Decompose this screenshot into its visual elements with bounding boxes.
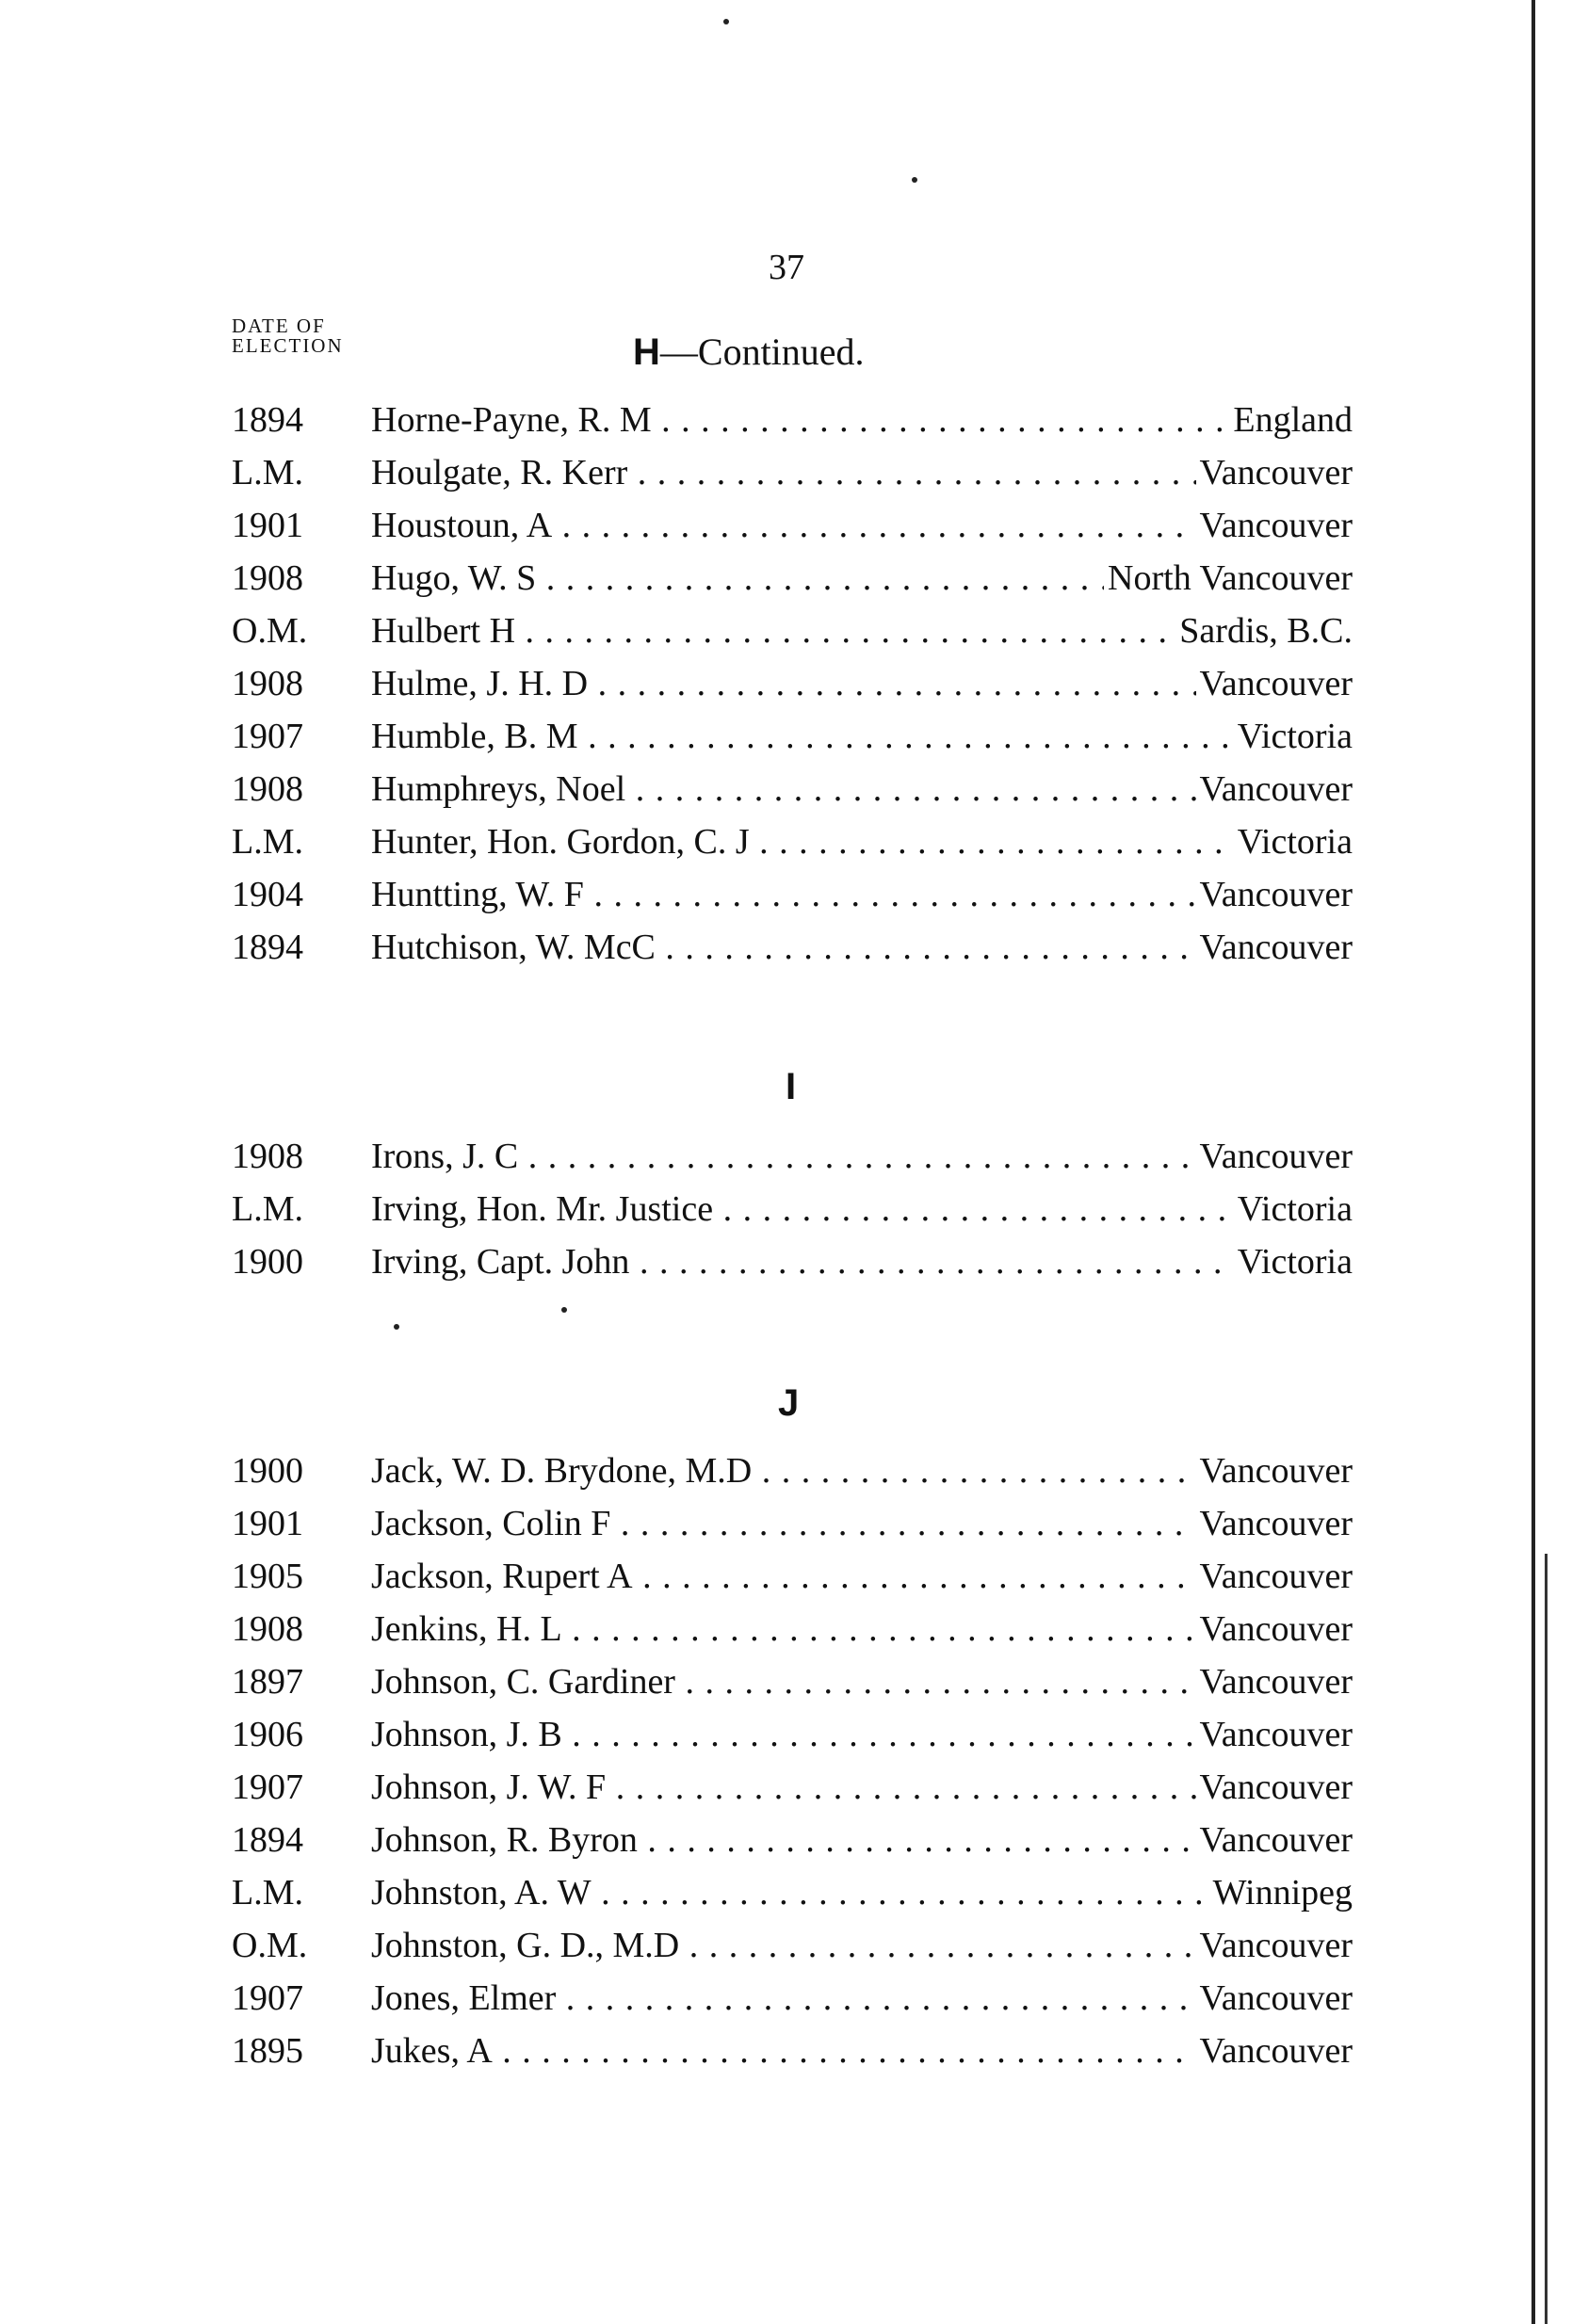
- member-location: Vancouver: [1199, 1609, 1353, 1649]
- member-name: Jackson, Colin F . . .: [371, 1499, 1196, 1548]
- list-item: [232, 1921, 1353, 1970]
- member-location: Vancouver: [1199, 1137, 1353, 1176]
- election-date: 1908: [232, 664, 303, 703]
- member-name: Irving, Capt. John . . .: [371, 1237, 1234, 1286]
- list-item: [232, 712, 1353, 761]
- scan-speck: [394, 1324, 399, 1330]
- list-item: [232, 1499, 1353, 1548]
- member-name: Jenkins, H. L . . .: [371, 1605, 1196, 1654]
- election-date: 1908: [232, 769, 303, 809]
- member-location: Vancouver: [1199, 506, 1353, 545]
- member-location: Vancouver: [1199, 1451, 1353, 1491]
- list-item: [232, 1763, 1353, 1812]
- member-name: Houstoun, A . . .: [371, 501, 1196, 550]
- member-name: Irons, J. C . . .: [371, 1132, 1196, 1181]
- column-header-date-of-election: [232, 316, 344, 356]
- election-date: 1906: [232, 1715, 303, 1754]
- member-name: Humphreys, Noel . . .: [371, 765, 1196, 814]
- member-location: Vancouver: [1199, 2031, 1353, 2071]
- column-header-line2: ELECTION: [232, 334, 344, 357]
- scan-speck: [912, 177, 917, 183]
- member-location: Vancouver: [1199, 1820, 1353, 1860]
- member-location: Vancouver: [1199, 453, 1353, 492]
- member-name: Hunter, Hon. Gordon, C. J . . .: [371, 817, 1234, 866]
- election-date: 1905: [232, 1557, 303, 1596]
- member-name: Johnson, R. Byron . . .: [371, 1816, 1196, 1864]
- list-item: [232, 2026, 1353, 2075]
- list-item: [232, 817, 1353, 866]
- member-location: Victoria: [1237, 1189, 1353, 1229]
- list-item: [232, 554, 1353, 603]
- section-heading-j: [778, 1380, 799, 1425]
- scan-edge-line: [1531, 0, 1535, 2324]
- election-date: L.M.: [232, 1873, 303, 1912]
- list-item: [232, 1237, 1353, 1286]
- election-date: 1894: [232, 928, 303, 967]
- election-date: O.M.: [232, 1926, 308, 1965]
- member-location: Winnipeg: [1212, 1873, 1353, 1912]
- member-location: Vancouver: [1199, 1662, 1353, 1702]
- member-location: Vancouver: [1199, 769, 1353, 809]
- scan-edge-line-secondary: [1545, 1554, 1548, 2324]
- list-item: [232, 606, 1353, 655]
- member-location: Vancouver: [1199, 1926, 1353, 1965]
- member-name: Hulbert H . . .: [371, 606, 1175, 655]
- member-name: Johnston, A. W . . .: [371, 1868, 1209, 1917]
- list-item: [232, 1552, 1353, 1601]
- scan-speck: [561, 1307, 567, 1313]
- member-name: Houlgate, R. Kerr . . .: [371, 448, 1196, 497]
- member-location: Vancouver: [1199, 928, 1353, 967]
- list-item: [232, 448, 1353, 497]
- election-date: 1897: [232, 1662, 303, 1702]
- member-name: Humble, B. M . . .: [371, 712, 1234, 761]
- election-date: 1908: [232, 1137, 303, 1176]
- scan-speck: [723, 19, 729, 24]
- member-location: Vancouver: [1199, 664, 1353, 703]
- member-name: Jackson, Rupert A . . .: [371, 1552, 1196, 1601]
- list-item: [232, 1868, 1353, 1917]
- election-date: L.M.: [232, 453, 303, 492]
- member-name: Jack, W. D. Brydone, M.D . . .: [371, 1446, 1196, 1495]
- election-date: 1900: [232, 1451, 303, 1491]
- list-item: [232, 923, 1353, 972]
- member-location: Vancouver: [1199, 1557, 1353, 1596]
- member-name: Johnston, G. D., M.D . . .: [371, 1921, 1196, 1970]
- member-location: Vancouver: [1199, 1504, 1353, 1543]
- member-location: Victoria: [1237, 822, 1353, 862]
- section-letter-i: I: [786, 1066, 797, 1107]
- election-date: 1907: [232, 1978, 303, 2018]
- list-item: [232, 1974, 1353, 2023]
- member-name: Horne-Payne, R. M . . .: [371, 395, 1229, 444]
- member-location: Victoria: [1237, 1242, 1353, 1282]
- election-date: 1904: [232, 875, 303, 914]
- member-name: Hulme, J. H. D . . .: [371, 659, 1196, 708]
- member-name: Johnson, J. B . . .: [371, 1710, 1196, 1759]
- section-heading-h: [633, 330, 865, 374]
- list-item: [232, 1605, 1353, 1654]
- election-date: 1901: [232, 1504, 303, 1543]
- page-number: 37: [769, 248, 804, 287]
- list-item: [232, 1710, 1353, 1759]
- election-date: 1901: [232, 506, 303, 545]
- list-item: [232, 870, 1353, 919]
- election-date: 1907: [232, 1767, 303, 1807]
- section-letter-h: H: [633, 331, 660, 373]
- list-item: [232, 395, 1353, 444]
- member-location: Vancouver: [1199, 1978, 1353, 2018]
- list-item: [232, 659, 1353, 708]
- election-date: L.M.: [232, 1189, 303, 1229]
- member-name: Hugo, W. S . . .: [371, 554, 1104, 603]
- member-name: Johnson, C. Gardiner . . .: [371, 1657, 1196, 1706]
- election-date: O.M.: [232, 611, 308, 651]
- section-letter-j: J: [778, 1382, 800, 1424]
- election-date: 1908: [232, 1609, 303, 1649]
- section-heading-i: [786, 1064, 796, 1108]
- section-heading-continued: —Continued.: [659, 331, 865, 373]
- member-name: Jukes, A . . .: [371, 2026, 1196, 2075]
- member-location: Vancouver: [1199, 875, 1353, 914]
- list-item: [232, 1132, 1353, 1181]
- election-date: 1894: [232, 1820, 303, 1860]
- list-item: [232, 1446, 1353, 1495]
- election-date: L.M.: [232, 822, 303, 862]
- member-location: Vancouver: [1199, 1715, 1353, 1754]
- list-item: [232, 1816, 1353, 1864]
- election-date: 1894: [232, 400, 303, 440]
- member-location: North Vancouver: [1108, 558, 1353, 598]
- election-date: 1907: [232, 717, 303, 756]
- member-name: Jones, Elmer . . .: [371, 1974, 1196, 2023]
- member-location: Victoria: [1237, 717, 1353, 756]
- list-item: [232, 1185, 1353, 1234]
- member-location: Vancouver: [1199, 1767, 1353, 1807]
- list-item: [232, 501, 1353, 550]
- list-item: [232, 1657, 1353, 1706]
- member-name: Huntting, W. F . . .: [371, 870, 1196, 919]
- column-header-line1: DATE OF: [232, 315, 326, 337]
- member-name: Hutchison, W. McC . . .: [371, 923, 1196, 972]
- member-location: England: [1233, 400, 1353, 440]
- member-name: Johnson, J. W. F . . .: [371, 1763, 1196, 1812]
- list-item: [232, 765, 1353, 814]
- member-name: Irving, Hon. Mr. Justice . . .: [371, 1185, 1234, 1234]
- election-date: 1900: [232, 1242, 303, 1282]
- election-date: 1908: [232, 558, 303, 598]
- election-date: 1895: [232, 2031, 303, 2071]
- member-location: Sardis, B.C.: [1179, 611, 1353, 651]
